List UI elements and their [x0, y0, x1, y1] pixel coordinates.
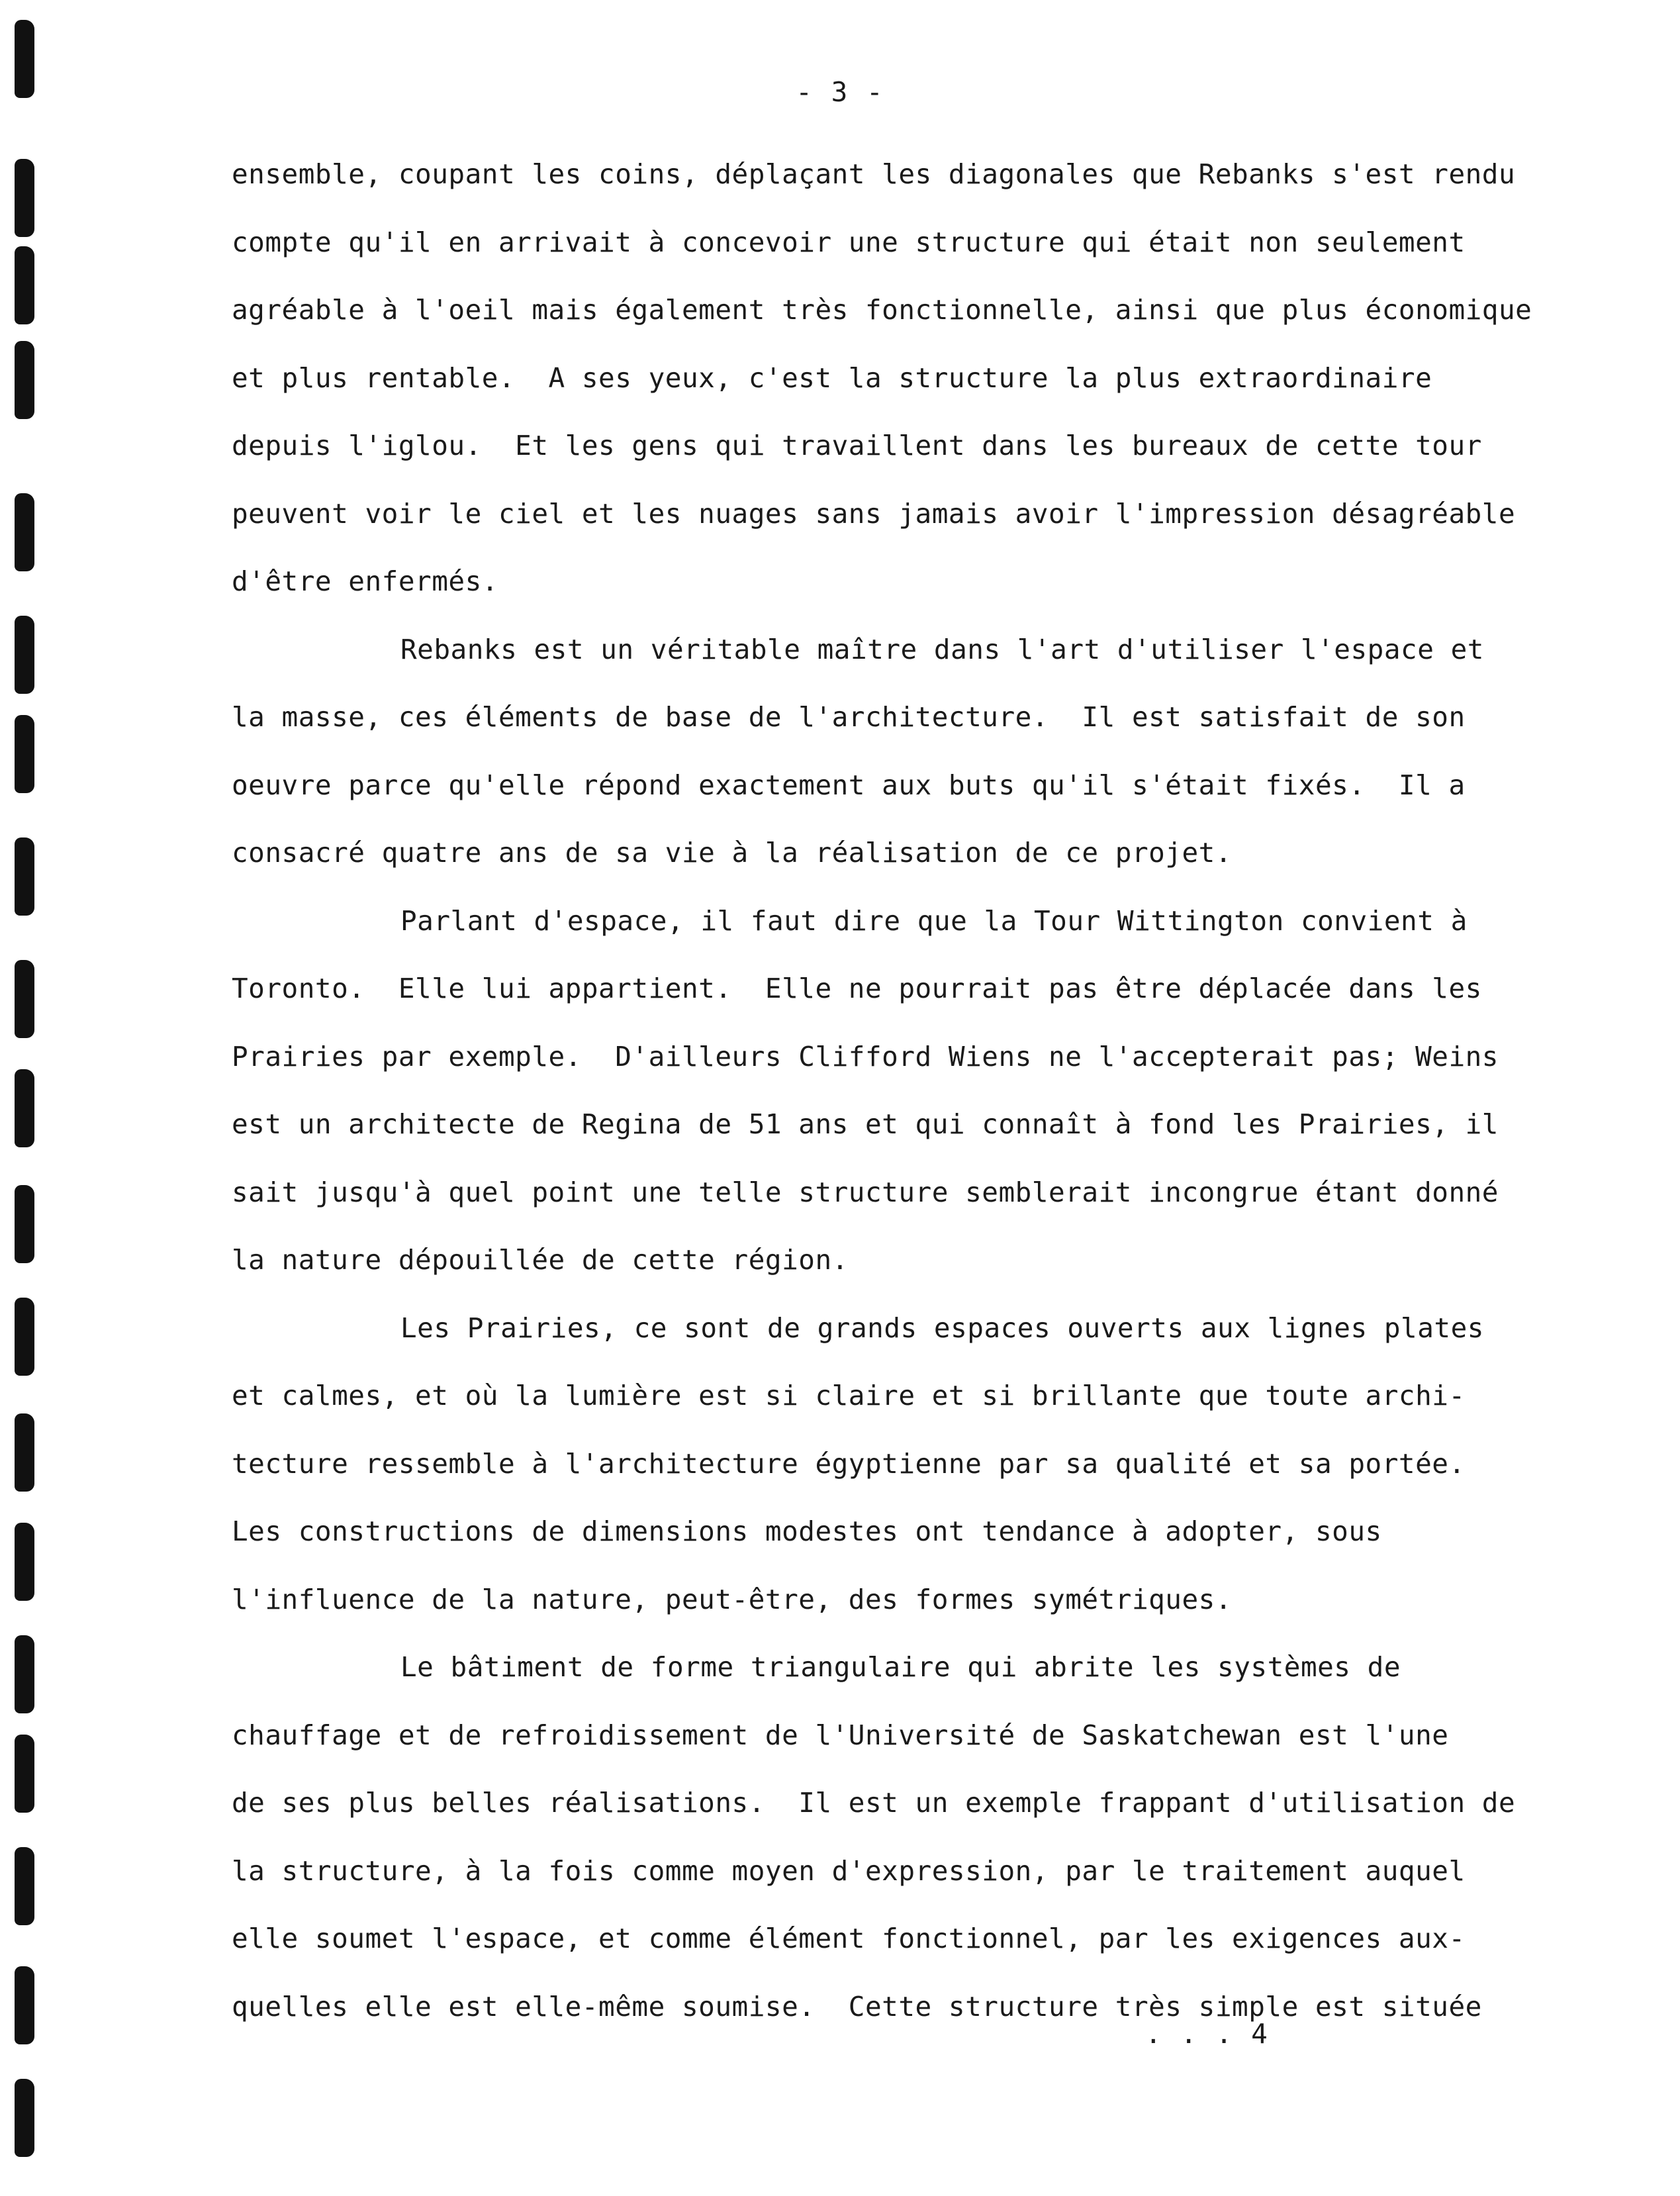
punch-hole — [15, 493, 34, 571]
text-line: la structure, à la fois comme moyen d'expression, par le traitement auquel — [232, 1854, 1466, 1887]
text-line: de ses plus belles réalisations. Il est un exemple frappant d'utilisation de — [232, 1787, 1516, 1819]
punch-hole — [15, 1413, 34, 1492]
punch-hole — [15, 616, 34, 694]
binding-holes — [9, 0, 49, 2196]
punch-hole — [15, 246, 34, 324]
text-line: quelles elle est elle-même soumise. Cette structure très simple est située — [232, 1990, 1482, 2023]
document-body — [232, 140, 1532, 2040]
text-line: est un architecte de Regina de 51 ans et qui connaît à fond les Prairies, il — [232, 1108, 1499, 1140]
text-line: et calmes, et où la lumière est si claire et si brillante que toute archi- — [232, 1380, 1466, 1411]
punch-hole — [15, 159, 34, 237]
text-line: Les constructions de dimensions modestes ont tendance à adopter, sous — [232, 1515, 1382, 1547]
punch-hole — [15, 2079, 34, 2157]
text-line: Rebanks est un véritable maître dans l'art d'utiliser l'espace et — [400, 633, 1484, 665]
text-line: consacré quatre ans de sa vie à la réalisation de ce projet. — [232, 837, 1233, 869]
punch-hole — [15, 960, 34, 1038]
text-line: Les Prairies, ce sont de grands espaces ouverts aux lignes plates — [400, 1312, 1484, 1344]
text-line: Toronto. Elle lui appartient. Elle ne pourrait pas être déplacée dans les — [232, 973, 1482, 1004]
punch-hole — [15, 837, 34, 916]
text-line: elle soumet l'espace, et comme élément fonctionnel, par les exigences aux- — [232, 1923, 1466, 1954]
text-line: peuvent voir le ciel et les nuages sans jamais avoir l'impression désagréable — [232, 497, 1516, 530]
punch-hole — [15, 1298, 34, 1376]
punch-hole — [15, 1966, 34, 2044]
text-line: agréable à l'oeil mais également très fonctionnelle, ainsi que plus économique — [232, 294, 1532, 326]
punch-hole — [15, 341, 34, 419]
text-line: oeuvre parce qu'elle répond exactement aux buts qu'il s'était fixés. Il a — [232, 769, 1466, 801]
punch-hole — [15, 1847, 34, 1925]
text-line: d'être enfermés. — [232, 565, 498, 597]
text-line: l'influence de la nature, peut-être, des formes symétriques. — [232, 1583, 1233, 1615]
text-line: compte qu'il en arrivait à concevoir une structure qui était non seulement — [232, 226, 1466, 258]
text-line: depuis l'iglou. Et les gens qui travaillent dans les bureaux de cette tour — [232, 430, 1482, 461]
text-line: tecture ressemble à l'architecture égyptienne par sa qualité et sa portée. — [232, 1447, 1466, 1480]
text-line: Parlant d'espace, il faut dire que la Tour Wittington convient à — [400, 904, 1468, 937]
text-line: ensemble, coupant les coins, déplaçant les diagonales que Rebanks s'est rendu — [232, 158, 1516, 190]
text-line: chauffage et de refroidissement de l'Université de Saskatchewan est l'une — [232, 1719, 1449, 1751]
text-line: et plus rentable. A ses yeux, c'est la structure la plus extraordinaire — [232, 361, 1432, 394]
continuation-marker: . . . 4 — [1145, 2018, 1269, 2050]
text-line: Prairies par exemple. D'ailleurs Clifford Wiens ne l'accepterait pas; Weins — [232, 1040, 1499, 1073]
punch-hole — [15, 1523, 34, 1601]
text-line: la nature dépouillée de cette région. — [232, 1244, 849, 1276]
punch-hole — [15, 1069, 34, 1147]
punch-hole — [15, 1635, 34, 1713]
page-number: - 3 - — [796, 76, 884, 108]
punch-hole — [15, 1185, 34, 1263]
text-line: Le bâtiment de forme triangulaire qui abrite les systèmes de — [400, 1651, 1401, 1683]
text-line: sait jusqu'à quel point une telle structure semblerait incongrue étant donné — [232, 1176, 1499, 1208]
text-line: la masse, ces éléments de base de l'architecture. Il est satisfait de son — [232, 701, 1466, 733]
punch-hole — [15, 1735, 34, 1813]
punch-hole — [15, 715, 34, 793]
